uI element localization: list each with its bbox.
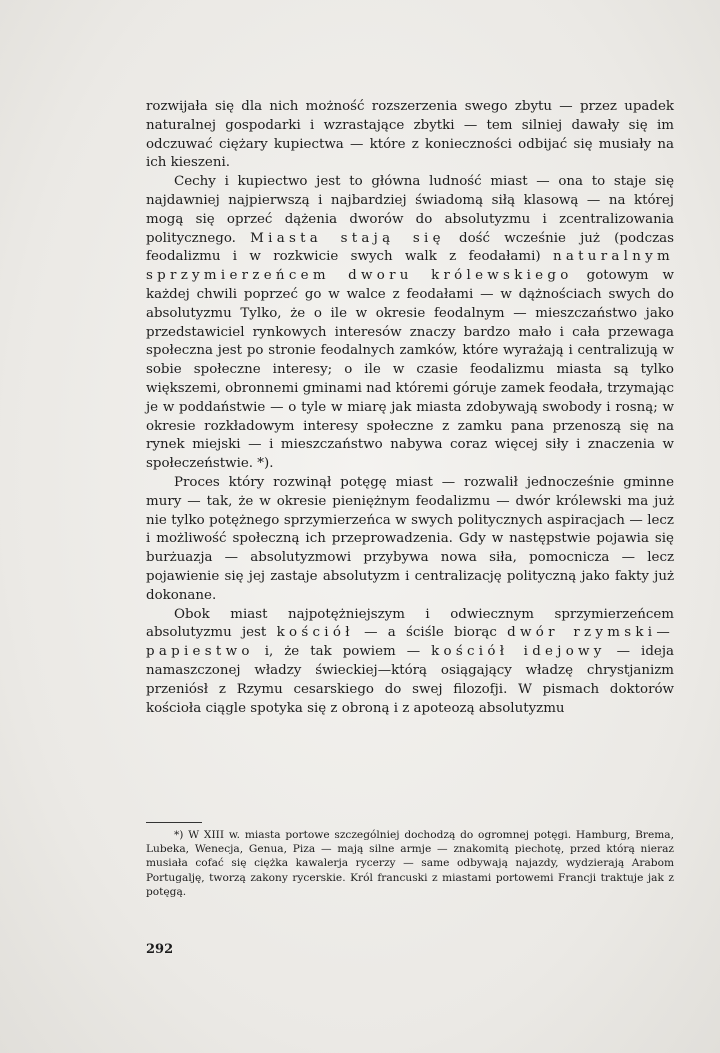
main-text	[146, 98, 674, 718]
p4-spaced-kosciol: kościół	[276, 625, 354, 641]
paragraph-2	[146, 173, 674, 474]
p4-text-b: — a ściśle biorąc	[364, 625, 497, 641]
p2-text-b: dość wcześnie już (podczas feodalizmu i w rozkwicie swych walk z feodałami)	[146, 230, 674, 265]
p4-text-a: Obok miast najpotężniejszym i odwiecznym sprzymierzeńcem absolutyzmu jest	[146, 606, 674, 641]
footnote-text: *) W XIII w. miasta portowe szczególniej dochodzą do ogromnej potęgi. Hamburg, Brema, Lubeka, Wenecja, Genua, Piza — mają silne armje — znakomitą piechotę, przed którą nieraz musiała cofać się ciężka kawalerja rycerzy — same odbywają najazdy, wydzierają Arabom Portugalję, tworzą zakony rycerskie. Król francuski z miastami portowemi Francji traktuje jak z potęgą.	[146, 829, 674, 898]
page-number: 292	[146, 942, 174, 957]
p2-spaced-miasta: Miasta stają się	[250, 230, 445, 246]
p4-text-c: i, że tak powiem —	[264, 644, 421, 660]
footnote	[146, 828, 674, 899]
paragraph-1: rozwijała się dla nich możność rozszerzenia swego zbytu — przez upadek naturalnej gospodarki i wzrastające zbytki — tem silniej dawały się im odczuwać ciężary kupiectwa — które z konieczności odbijać się musiały na ich kieszeni.	[146, 99, 674, 171]
paragraph-4	[146, 606, 674, 719]
paragraph-3: Proces który rozwinął potęgę miast — rozwalił jednocześnie gminne mury — tak, że w okresie pieniężnym feodalizmu — dwór królewski ma już nie tylko potężnego sprzymierzeńca w swych politycznych aspiracjach — lecz i możliwość społeczną ich przeprowadzenia. Gdy w następstwie pojawia się burżuazja — absolutyzmowi przybywa nowa siła, pomocnicza — lecz pojawienie się jej zastaje absolutyzm i centralizację polityczną jako fakty już dokonane.	[146, 474, 674, 603]
p2-text-a: Cechy i kupiectwo jest to główna ludność miast — ona to staje się najdawniej najpierwszą i najbardziej świadomą siłą klasową — na której mogą się oprzeć dążenia dworów do absolutyzmu i zcentralizowania politycznego.	[146, 174, 674, 246]
p4-text-d: — ideja namaszczonej władzy świeckiej—którą osiągający władzę chrystjanizm przeniósł z Rzymu cesarskiego do swej filozofji. W pismach doktorów kościoła ciągle spotyka się z obroną i z apoteozą absolutyzmu	[146, 644, 674, 716]
p2-spaced-sprzymierzeniec: naturalnym sprzymierzeńcem dworu królewskiego	[146, 249, 674, 284]
p4-spaced-dwor-rzymski: dwór rzymski—papiestwo	[146, 625, 675, 660]
p2-text-c: gotowym w każdej chwili poprzeć go w walce z feodałami — w dążnościach swych do absolutyzmu Tylko, że o ile w okresie feodalnym — mieszczaństwo jako przedstawiciel rynkowych interesów znaczy bardzo mało i cała przewaga społeczna jest po stronie feodalnych zamków, które wyrażają i centralizują w sobie społeczne interesy; o ile w czasie feodalizmu miasta są tylko większemi, obronnemi gminami nad któremi góruje zamek feodała, trzymając je w poddaństwie — o tyle w miarę jak miasta zdobywają swobody i rosną; w okresie rozkładowym interesy społeczne z zamku pana przenoszą się na rynek miejski — i mieszczaństwo nabywa coraz więcej siły i znaczenia w społeczeństwie. *).	[146, 268, 674, 472]
p4-spaced-kosciol-idejowy: kościół idejowy	[431, 644, 606, 660]
footnote-rule	[146, 822, 202, 823]
